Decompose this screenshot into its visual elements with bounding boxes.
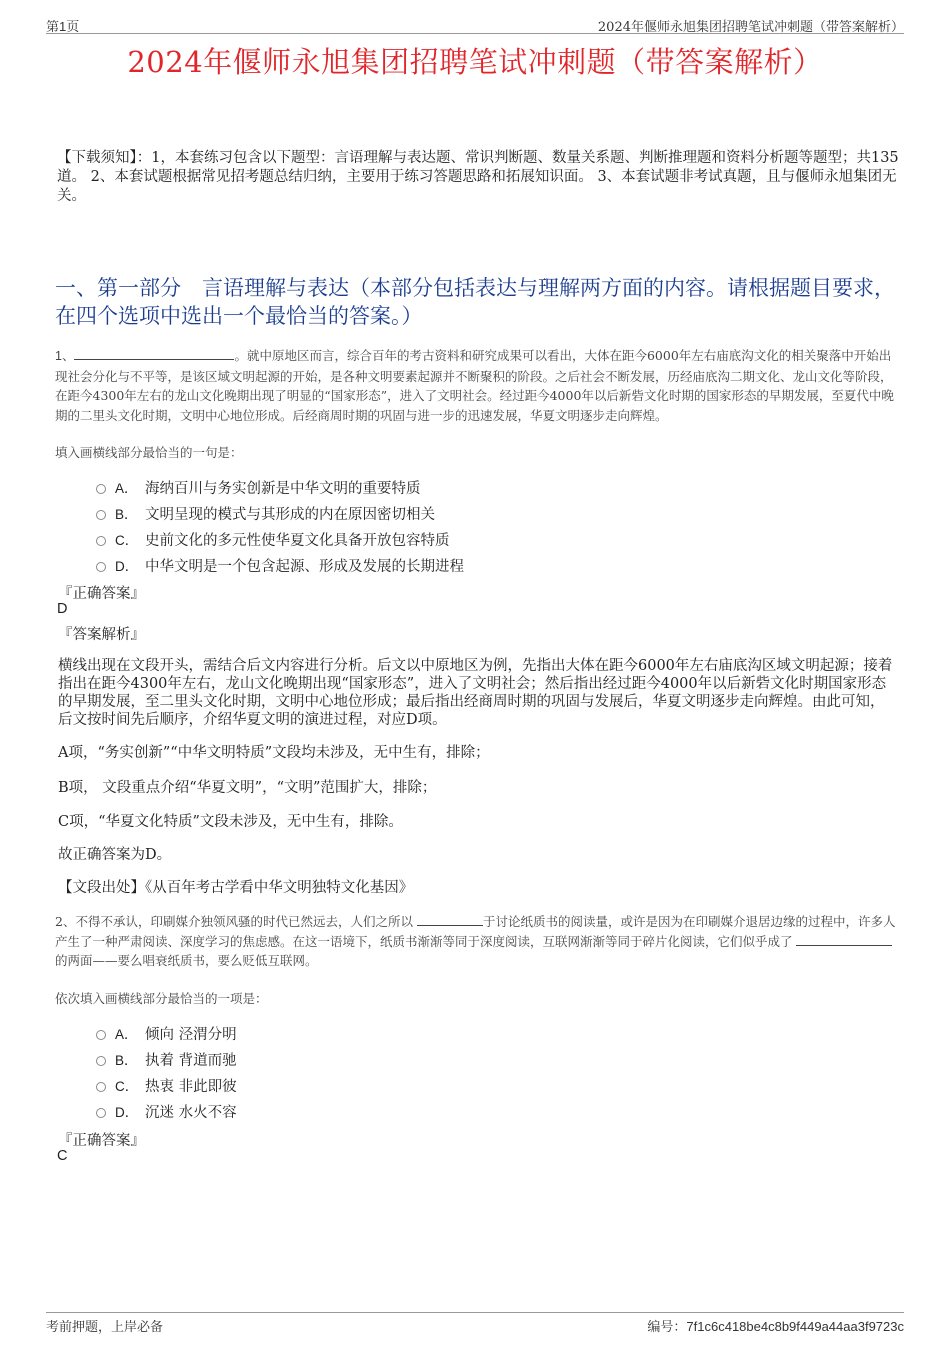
question-1-number: 1、 xyxy=(55,349,75,363)
question-1-stem xyxy=(55,346,900,425)
question-1-option-c[interactable]: C． 史前文化的多元性使华夏文化具备开放包容特质 xyxy=(96,529,450,550)
radio-icon[interactable] xyxy=(96,484,106,494)
question-1-answer: D xyxy=(57,601,68,617)
document-title: 2024年偃师永旭集团招聘笔试冲刺题（带答案解析） xyxy=(127,45,823,79)
question-2-stem: 2、不得不承认，印刷媒介独领风骚的时代已然远去，人们之所以 于讨论纸质书的阅读量，或许是因为在印刷媒介退居边缘的过程中，许多人产生了一种严肃阅读、深度学习的焦虑感。在这一语境下，纸质书渐渐等同于深度阅读，互联网渐渐等同于碎片化阅读，它们似乎成了 的两面——要么唱衰纸质书，要么贬低互联网。 xyxy=(55,914,896,968)
question-1-conclusion: 故正确答案为D。 xyxy=(58,847,172,863)
radio-icon[interactable] xyxy=(96,562,106,572)
question-2-option-d[interactable]: D． 沉迷 水火不容 xyxy=(96,1101,237,1122)
download-notice: 【下载须知】：1，本套练习包含以下题型：言语理解与表达题、常识判断题、数量关系题、判断推理题和资料分析题等题型；共135道。 2、本套试题根据常见招考题总结归纳，主要用于练习答题思路和拓展知识面。 3、本套试题非考试真题，且与偃师永旭集团无关。 xyxy=(57,150,899,204)
radio-icon[interactable] xyxy=(96,536,106,546)
radio-icon[interactable] xyxy=(96,1030,106,1040)
question-2-option-c[interactable]: C． 热衷 非此即彼 xyxy=(96,1075,237,1096)
question-2-option-b[interactable]: B． 执着 背道而驰 xyxy=(96,1049,237,1070)
question-1-analysis-c: C项，“华夏文化特质”文段未涉及，无中生有，排除。 xyxy=(58,814,403,830)
question-1-option-a[interactable]: A． 海纳百川与务实创新是中华文明的重要特质 xyxy=(96,477,421,498)
question-1-blank xyxy=(74,347,234,360)
radio-icon[interactable] xyxy=(96,1108,106,1118)
question-2-blank-2 xyxy=(796,933,892,946)
question-2-prompt: 依次填入画横线部分最恰当的一项是： xyxy=(55,991,268,1006)
question-1-analysis-b: B项， 文段重点介绍“华夏文明”，“文明”范围扩大，排除； xyxy=(58,780,437,796)
footer-slogan: 考前押题，上岸必备 xyxy=(46,1320,164,1335)
section-heading: 一、第一部分 言语理解与表达（本部分包括表达与理解两方面的内容。请根据题目要求，在四个选项中选出一个最恰当的答案。） xyxy=(55,276,895,328)
radio-icon[interactable] xyxy=(96,510,106,520)
question-2-option-a[interactable]: A． 倾向 泾渭分明 xyxy=(96,1023,237,1044)
header-doc-title: 2024年偃师永旭集团招聘笔试冲刺题（带答案解析） xyxy=(597,20,904,35)
page-footer xyxy=(46,1312,904,1334)
question-2-blank-1 xyxy=(417,913,483,926)
question-1-text: 。就中原地区而言，综合百年的考古资料和研究成果可以看出，大体在距今6000年左右庙底沟文化的相关聚落中开始出现社会分化与不平等，是该区域文明起源的开始，是各种文明要素起源并不断聚积的阶段。之后社会不断发展，历经庙底沟二期文化、龙山文化等阶段，在距今4300年左右的龙山文化晚期出现了明显的“国家形态”，进入了文明社会。经过距今4000年以后新砦文化时期的国家形态的早期发展，至夏代中晚期的二里头文化时期，文明中心地位形成。后经商周时期的巩固与进一步的迅速发展，华夏文明逐步走向辉煌。 xyxy=(55,348,894,423)
question-1-prompt: 填入画横线部分最恰当的一句是： xyxy=(55,445,243,460)
radio-icon[interactable] xyxy=(96,1082,106,1092)
question-2-answer: C xyxy=(57,1148,68,1164)
question-1-answer-tag: 『正确答案』 xyxy=(58,586,145,602)
question-1-option-b[interactable]: B． 文明呈现的模式与其形成的内在原因密切相关 xyxy=(96,503,435,524)
question-2-answer-tag: 『正确答案』 xyxy=(58,1133,145,1149)
radio-icon[interactable] xyxy=(96,1056,106,1066)
question-1-analysis-tag: 『答案解析』 xyxy=(58,627,145,643)
question-1-analysis-main: 横线出现在文段开头，需结合后文内容进行分析。后文以中原地区为例，先指出大体在距今6000年左右庙底沟区域文明起源；接着指出在距今4300年左右，龙山文化晚期出现“国家形态”，进入了文明社会；然后指出经过距今4000年以后新砦文化时期国家形态的早期发展，至二里头文化时期，文明中心地位形成；最后指出经商周时期的巩固与发展后，华夏文明逐步走向辉煌。由此可知，后文按时间先后顺序，介绍华夏文明的演进过程，对应D项。 xyxy=(58,658,893,728)
question-1-source: 【文段出处】《从百年考古学看中华文明独特文化基因》 xyxy=(58,880,414,896)
page-header xyxy=(46,14,904,34)
page-number: 第1页 xyxy=(46,19,80,34)
question-1-analysis-a: A项，“务实创新”“中华文明特质”文段均未涉及，无中生有，排除； xyxy=(58,745,490,761)
footer-code: 编号：7f1c6c418be4c8b9f449a44aa3f9723c xyxy=(647,1319,904,1335)
question-1-option-d[interactable]: D． 中华文明是一个包含起源、形成及发展的长期进程 xyxy=(96,555,464,576)
